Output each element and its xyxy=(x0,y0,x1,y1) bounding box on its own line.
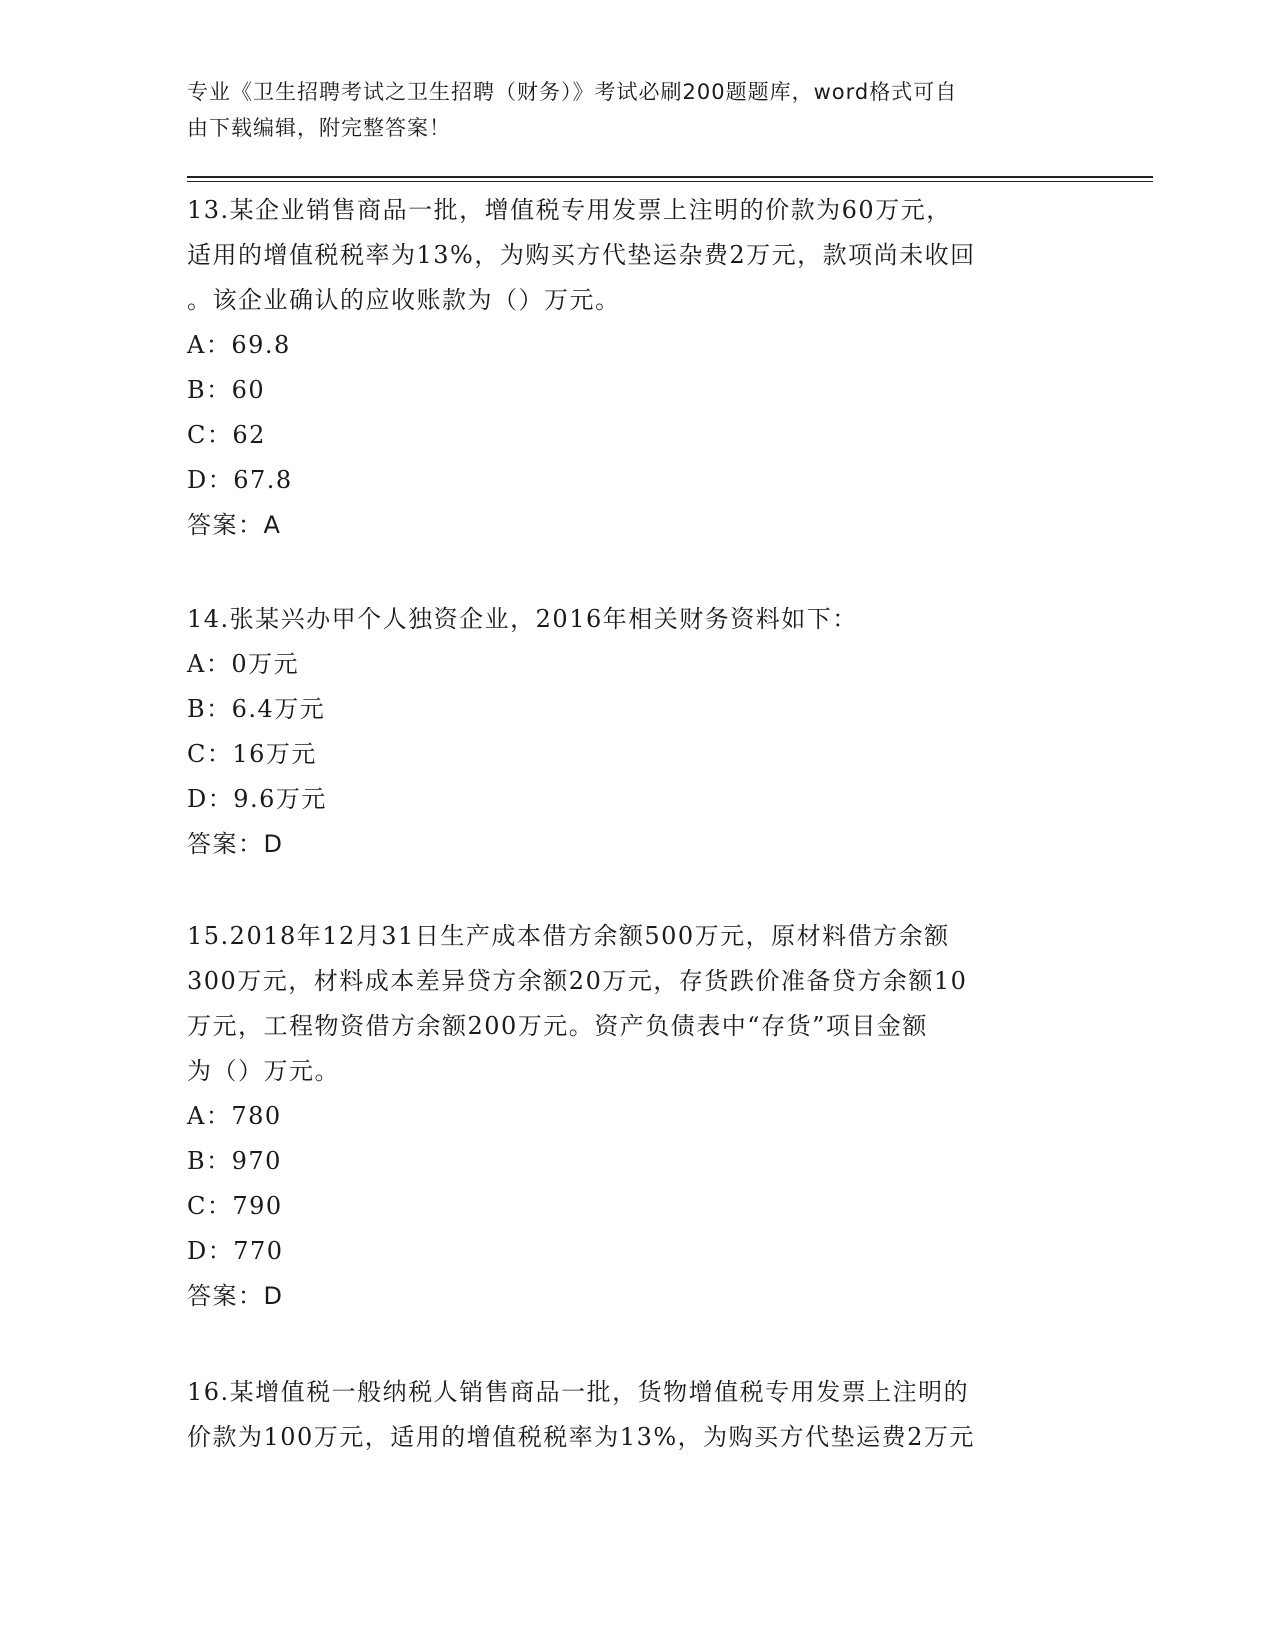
option-d: D：9.6万元 xyxy=(187,785,327,813)
answer: 答案：A xyxy=(187,511,282,539)
option-b: B：6.4万元 xyxy=(187,695,326,723)
question-15 xyxy=(187,914,1087,1319)
header-line-1: 专业《卫生招聘考试之卫生招聘（财务）》考试必刷200题题库，word格式可自 xyxy=(187,80,958,104)
option-c: C：790 xyxy=(187,1192,283,1220)
header-line-2: 由下载编辑，附完整答案！ xyxy=(187,116,451,140)
question-text-line: 16.某增值税一般纳税人销售商品一批，货物增值税专用发票上注明的 xyxy=(187,1378,970,1406)
question-text-line: 适用的增值税税率为13%，为购买方代垫运杂费2万元，款项尚未收回 xyxy=(187,241,976,269)
option-d: D：67.8 xyxy=(187,466,293,494)
option-c: C：16万元 xyxy=(187,740,317,768)
question-16 xyxy=(187,1370,1087,1460)
question-text-line: 300万元，材料成本差异贷方余额20万元，存货跌价准备贷方余额10 xyxy=(187,967,968,995)
question-13 xyxy=(187,188,1087,548)
option-a: A：69.8 xyxy=(187,331,291,359)
header-divider-thin xyxy=(187,181,1153,182)
option-b: B：60 xyxy=(187,376,266,404)
question-text-line: 为（）万元。 xyxy=(187,1057,340,1085)
option-a: A：0万元 xyxy=(187,650,300,678)
question-text-line: 15.2018年12月31日生产成本借方余额500万元，原材料借方余额 xyxy=(187,922,950,950)
question-text-line: 14.张某兴办甲个人独资企业，2016年相关财务资料如下： xyxy=(187,605,858,633)
question-text-line: 13.某企业销售商品一批，增值税专用发票上注明的价款为60万元， xyxy=(187,196,952,224)
header-divider-thick xyxy=(187,176,1153,178)
option-b: B：970 xyxy=(187,1147,282,1175)
question-text-line: 。该企业确认的应收账款为（）万元。 xyxy=(187,286,621,314)
answer: 答案：D xyxy=(187,830,284,858)
option-d: D：770 xyxy=(187,1237,284,1265)
question-text-line: 万元，工程物资借方余额200万元。资产负债表中“存货”项目金额 xyxy=(187,1012,928,1040)
option-a: A：780 xyxy=(187,1102,282,1130)
question-14 xyxy=(187,597,1087,867)
answer: 答案：D xyxy=(187,1282,284,1310)
question-text-line: 价款为100万元，适用的增值税税率为13%，为购买方代垫运费2万元 xyxy=(187,1423,975,1451)
document-header xyxy=(187,74,1087,146)
option-c: C：62 xyxy=(187,421,266,449)
